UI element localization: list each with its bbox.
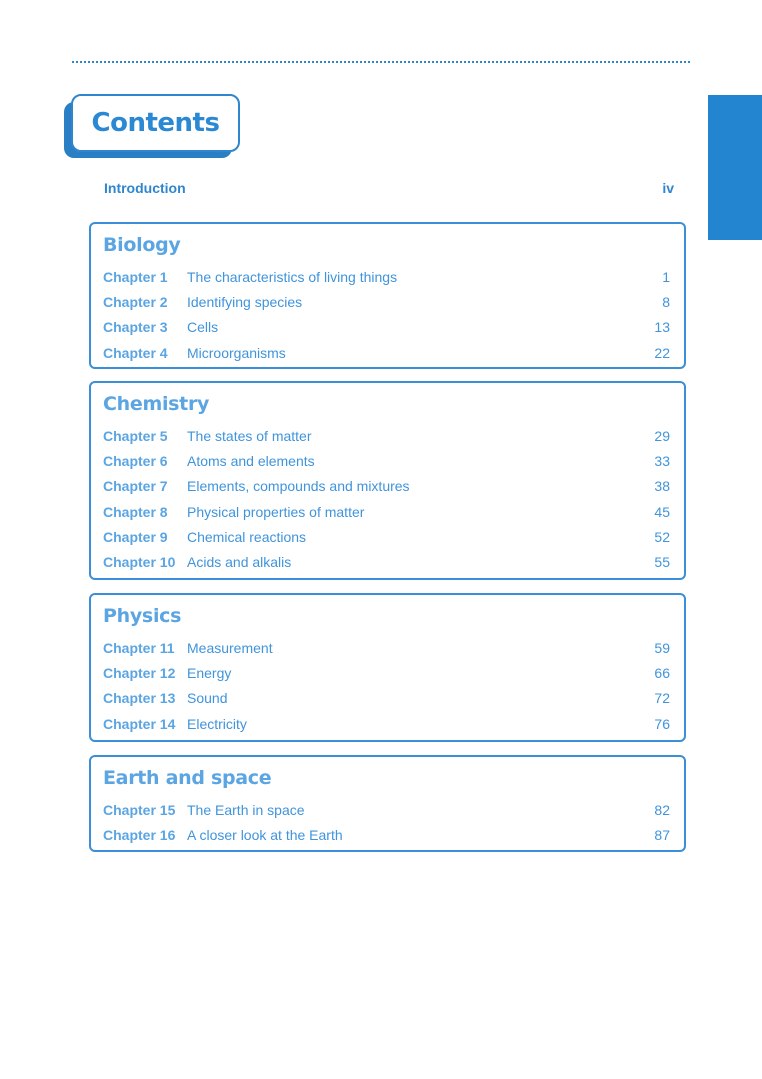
chapter-label: Chapter 10 — [103, 554, 176, 571]
chapter-title: Energy — [187, 664, 232, 681]
chapter-label: Chapter 5 — [103, 427, 168, 444]
section-biology — [89, 222, 686, 369]
section-title: Earth and space — [103, 767, 272, 789]
chapter-title: Electricity — [187, 715, 247, 732]
section-title: Chemistry — [103, 393, 210, 415]
chapter-page: 22 — [654, 344, 670, 361]
chapter-page: 13 — [654, 319, 670, 336]
chapter-title: The Earth in space — [187, 801, 305, 818]
toc-row[interactable] — [103, 315, 670, 340]
chapter-page: 45 — [654, 503, 670, 520]
side-tab-marker — [708, 95, 762, 240]
page-title: Contents — [91, 108, 220, 138]
chapter-label: Chapter 6 — [103, 452, 168, 469]
chapter-title: Cells — [187, 319, 219, 336]
toc-row[interactable] — [103, 686, 670, 711]
chapter-label: Chapter 13 — [103, 690, 176, 707]
chapter-page: 59 — [654, 639, 670, 656]
section-physics — [89, 593, 686, 742]
toc-row[interactable] — [103, 711, 670, 736]
chapter-label: Chapter 11 — [103, 639, 175, 656]
toc-row[interactable] — [103, 474, 670, 499]
toc-row[interactable] — [103, 423, 670, 448]
toc-row[interactable] — [103, 635, 670, 660]
chapter-title: Elements, compounds and mixtures — [187, 478, 410, 495]
chapter-title: Measurement — [187, 639, 273, 656]
toc-row[interactable] — [103, 797, 670, 822]
chapter-label: Chapter 2 — [103, 293, 168, 310]
chapter-page: 29 — [654, 427, 670, 444]
chapter-page: 55 — [654, 554, 670, 571]
toc-row[interactable] — [103, 549, 670, 574]
chapter-label: Chapter 8 — [103, 503, 168, 520]
chapter-page: 8 — [662, 293, 670, 310]
chapter-label: Chapter 16 — [103, 826, 176, 843]
toc-row[interactable] — [103, 264, 670, 289]
heading-badge-box — [71, 94, 240, 152]
toc-row[interactable] — [103, 289, 670, 314]
chapter-title: Acids and alkalis — [187, 554, 292, 571]
chapter-page: 66 — [654, 664, 670, 681]
chapter-title: Atoms and elements — [187, 452, 315, 469]
chapter-title: The characteristics of living things — [187, 268, 398, 285]
chapter-title: Chemical reactions — [187, 528, 307, 545]
contents-heading-badge — [64, 94, 240, 160]
chapter-label: Chapter 4 — [103, 344, 168, 361]
dotted-divider — [72, 61, 690, 63]
chapter-label: Chapter 7 — [103, 478, 168, 495]
chapter-page: 87 — [654, 826, 670, 843]
chapter-page: 76 — [654, 715, 670, 732]
section-title: Biology — [103, 234, 181, 256]
chapter-label: Chapter 1 — [103, 268, 168, 285]
chapter-label: Chapter 14 — [103, 715, 176, 732]
toc-row[interactable] — [103, 340, 670, 365]
chapter-label: Chapter 12 — [103, 664, 176, 681]
introduction-label: Introduction — [104, 180, 186, 196]
chapter-title: Sound — [187, 690, 228, 707]
toc-row[interactable] — [103, 499, 670, 524]
chapter-title: The states of matter — [187, 427, 312, 444]
chapter-title: Identifying species — [187, 293, 303, 310]
toc-row[interactable] — [103, 822, 670, 847]
chapter-page: 72 — [654, 690, 670, 707]
chapter-title: Physical properties of matter — [187, 503, 365, 520]
chapter-page: 38 — [654, 478, 670, 495]
chapter-page: 1 — [662, 268, 670, 285]
toc-row[interactable] — [103, 524, 670, 549]
toc-row[interactable] — [103, 448, 670, 473]
chapter-page: 52 — [654, 528, 670, 545]
introduction-page: iv — [662, 180, 674, 196]
section-chemistry — [89, 381, 686, 580]
section-title: Physics — [103, 605, 182, 627]
chapter-label: Chapter 15 — [103, 801, 176, 818]
chapter-title: A closer look at the Earth — [187, 826, 343, 843]
chapter-page: 33 — [654, 452, 670, 469]
section-earth-and-space — [89, 755, 686, 852]
introduction-entry[interactable] — [104, 178, 674, 198]
chapter-label: Chapter 3 — [103, 319, 168, 336]
toc-row[interactable] — [103, 660, 670, 685]
chapter-page: 82 — [654, 801, 670, 818]
chapter-title: Microorganisms — [187, 344, 286, 361]
chapter-label: Chapter 9 — [103, 528, 168, 545]
